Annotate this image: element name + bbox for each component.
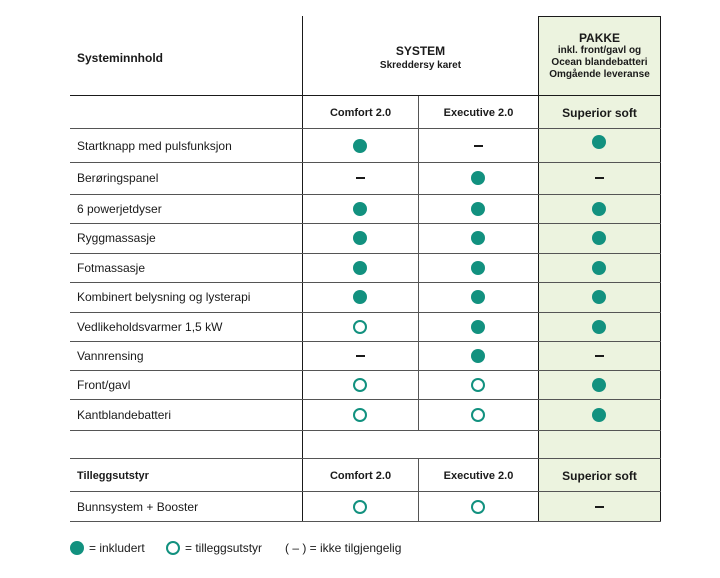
optional-circle-icon — [353, 320, 367, 334]
included-dot-icon — [471, 320, 485, 334]
legend-included-label: = inkludert — [89, 541, 145, 555]
row-divider — [70, 282, 661, 283]
included-dot-icon — [592, 202, 606, 216]
included-dot-icon — [592, 320, 606, 334]
row-divider — [70, 341, 661, 342]
optional-circle-icon — [353, 500, 367, 514]
accessory-label: Bunnsystem + Booster — [77, 500, 199, 514]
included-dot-icon — [471, 261, 485, 275]
not-available-dash-icon — [595, 177, 604, 179]
table-bottom-border — [70, 521, 661, 522]
accessories-header-label: Tilleggsutstyr — [77, 470, 149, 482]
package-border-right — [660, 16, 661, 522]
row-divider — [70, 491, 661, 492]
not-available-dash-icon — [356, 355, 365, 357]
not-available-dash-icon — [474, 145, 483, 147]
included-dot-icon — [592, 135, 606, 149]
feature-label: Berøringspanel — [77, 171, 159, 185]
column-divider — [418, 96, 419, 430]
row-divider — [70, 370, 661, 371]
included-dot-icon — [592, 290, 606, 304]
not-available-dash-icon — [595, 506, 604, 508]
feature-label: Front/gavl — [77, 377, 131, 392]
feature-label: Kantblandebatteri — [77, 407, 172, 422]
feature-label: Ryggmassasje — [77, 231, 156, 245]
feature-label: 6 powerjetdyser — [77, 201, 162, 216]
row-divider — [70, 128, 661, 129]
optional-circle-icon — [353, 378, 367, 392]
package-line-2: Ocean blandebatteri — [551, 57, 648, 68]
included-dot-icon — [353, 261, 367, 275]
header-divider — [70, 95, 661, 96]
row-divider — [70, 162, 661, 163]
optional-circle-icon — [471, 408, 485, 422]
system-subtitle: Skreddersy karet — [379, 60, 462, 71]
feature-label: Fotmassasje — [77, 260, 146, 275]
included-dot-icon — [592, 378, 606, 392]
legend-na-label: ( – ) = ikke tilgjengelig — [285, 541, 402, 555]
accessories-header-superior: Superior soft — [562, 469, 637, 483]
legend-included-icon — [70, 541, 84, 555]
row-divider — [70, 253, 661, 254]
optional-circle-icon — [471, 378, 485, 392]
row-divider — [70, 430, 661, 431]
feature-label: Vannrensing — [77, 348, 144, 363]
included-dot-icon — [471, 290, 485, 304]
column-header-superior: Superior soft — [562, 106, 637, 120]
not-available-dash-icon — [595, 355, 604, 357]
system-title: SYSTEM — [395, 44, 446, 58]
optional-circle-icon — [471, 500, 485, 514]
included-dot-icon — [353, 139, 367, 153]
row-divider — [70, 223, 661, 224]
legend-optional-icon — [166, 541, 180, 555]
row-divider — [70, 458, 661, 459]
included-dot-icon — [353, 202, 367, 216]
included-dot-icon — [592, 261, 606, 275]
optional-circle-icon — [353, 408, 367, 422]
included-dot-icon — [592, 231, 606, 245]
column-header-executive: Executive 2.0 — [443, 107, 514, 119]
included-dot-icon — [471, 171, 485, 185]
legend-optional-label: = tilleggsutstyr — [185, 541, 263, 555]
not-available-dash-icon — [356, 177, 365, 179]
included-dot-icon — [471, 349, 485, 363]
row-divider — [70, 312, 661, 313]
included-dot-icon — [353, 290, 367, 304]
included-dot-icon — [471, 202, 485, 216]
row-divider — [70, 399, 661, 400]
column-header-comfort: Comfort 2.0 — [329, 107, 392, 119]
package-title: PAKKE — [578, 31, 621, 45]
included-dot-icon — [471, 231, 485, 245]
accessories-header-comfort: Comfort 2.0 — [329, 470, 392, 482]
accessories-header-executive: Executive 2.0 — [443, 470, 514, 482]
feature-label: Kombinert belysning og lysterapi — [77, 290, 251, 304]
system-border-left — [302, 16, 303, 522]
package-line-1: inkl. front/gavl og — [557, 45, 642, 56]
row-divider — [70, 194, 661, 195]
feature-label: Startknapp med pulsfunksjon — [77, 138, 232, 153]
feature-label: Vedlikeholdsvarmer 1,5 kW — [77, 319, 223, 334]
package-border-left — [538, 16, 539, 522]
table-header-label: Systeminnhold — [77, 51, 164, 65]
package-line-3: Omgående leveranse — [549, 69, 650, 80]
included-dot-icon — [353, 231, 367, 245]
package-border-top — [538, 16, 661, 17]
included-dot-icon — [592, 408, 606, 422]
